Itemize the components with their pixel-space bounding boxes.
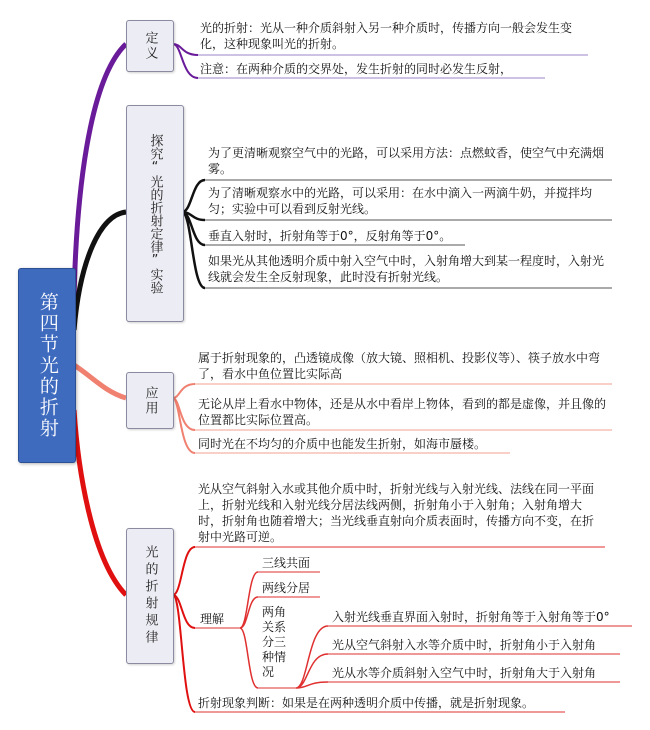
understand-item-1[interactable]: 三线共面 <box>262 556 311 570</box>
definition-fork <box>173 44 198 78</box>
branch-experiment[interactable]: 探究“光的折射定律”实验 <box>126 105 184 322</box>
law-fork <box>173 547 195 712</box>
law-intro[interactable]: 光从空气斜射入水或其他介质中时，折射光线与入射光线、法线在同一平面上，折射光线和入射光线分居法线两侧，折射角小于入射角；入射角增大时，折射角也随着增大；当光线垂直射向介质表面时，传播方向不变，在折射中光路可逆。 <box>198 482 595 544</box>
application-item-1[interactable]: 属于折射现象的，凸透镜成像（放大镜、照相机、投影仪等）、筷子放水中弯了，看水中鱼位置比实际高 <box>198 351 601 381</box>
definition-item-2[interactable]: 注意：在两种介质的交界处，发生折射的同时必发生反射， <box>200 62 513 76</box>
branch-law[interactable]: 光的折射规律 <box>126 528 174 664</box>
understand-label[interactable]: 理解 <box>200 612 225 626</box>
branch-connector-application <box>74 365 126 398</box>
application-item-2[interactable]: 无论从岸上看水中物体，还是从水中看岸上物体，看到的都是虚像，并且像的位置都比实际位置高。 <box>198 397 607 427</box>
branch-definition[interactable]: 定义 <box>126 20 174 72</box>
experiment-item-4[interactable]: 如果光从其他透明介质中射入空气中时，入射角增大到某一程度时，入射光线就会发生全反射现象，此时没有折射光线。 <box>208 254 605 284</box>
angles-fork <box>296 626 328 688</box>
branch-connector-law <box>74 410 126 595</box>
angles-label[interactable]: 两角关系分三种情况 <box>262 605 287 679</box>
angles-item-1[interactable]: 入射光线垂直界面入射时，折射角等于入射角等于0° <box>332 610 610 624</box>
branch-application[interactable]: 应用 <box>126 372 174 429</box>
understand-item-2[interactable]: 两线分居 <box>262 581 311 595</box>
law-judgement[interactable]: 折射现象判断：如果是在两种透明介质中传播，就是折射现象。 <box>198 696 535 710</box>
central-topic[interactable]: 第四节光的折射 <box>18 268 76 463</box>
experiment-fork <box>182 180 205 288</box>
angles-item-3[interactable]: 光从水等介质斜射入空气中时，折射角大于入射角 <box>332 666 597 680</box>
understand-fork <box>240 572 258 688</box>
experiment-item-3[interactable]: 垂直入射时，折射角等于0°，反射角等于0°。 <box>208 229 452 243</box>
application-fork <box>173 384 195 453</box>
experiment-item-1[interactable]: 为了更清晰观察空气中的光路，可以采用方法：点燃蚊香，使空气中充满烟雾。 <box>208 146 605 176</box>
definition-item-1[interactable]: 光的折射：光从一种介质斜射入另一种介质时，传播方向一般会发生变化，这种现象叫光的折射。 <box>200 21 573 51</box>
application-item-3[interactable]: 同时光在不均匀的介质中也能发生折射，如海市蜃楼。 <box>198 437 487 451</box>
angles-item-2[interactable]: 光从空气斜射入水等介质中时，折射角小于入射角 <box>332 638 597 652</box>
experiment-item-2[interactable]: 为了清晰观察水中的光路，可以采用：在水中滴入一两滴牛奶，并搅拌均匀；实验中可以看到反射光线。 <box>208 186 593 216</box>
branch-connector-definition <box>74 44 126 300</box>
branch-connector-experiment <box>74 212 126 330</box>
